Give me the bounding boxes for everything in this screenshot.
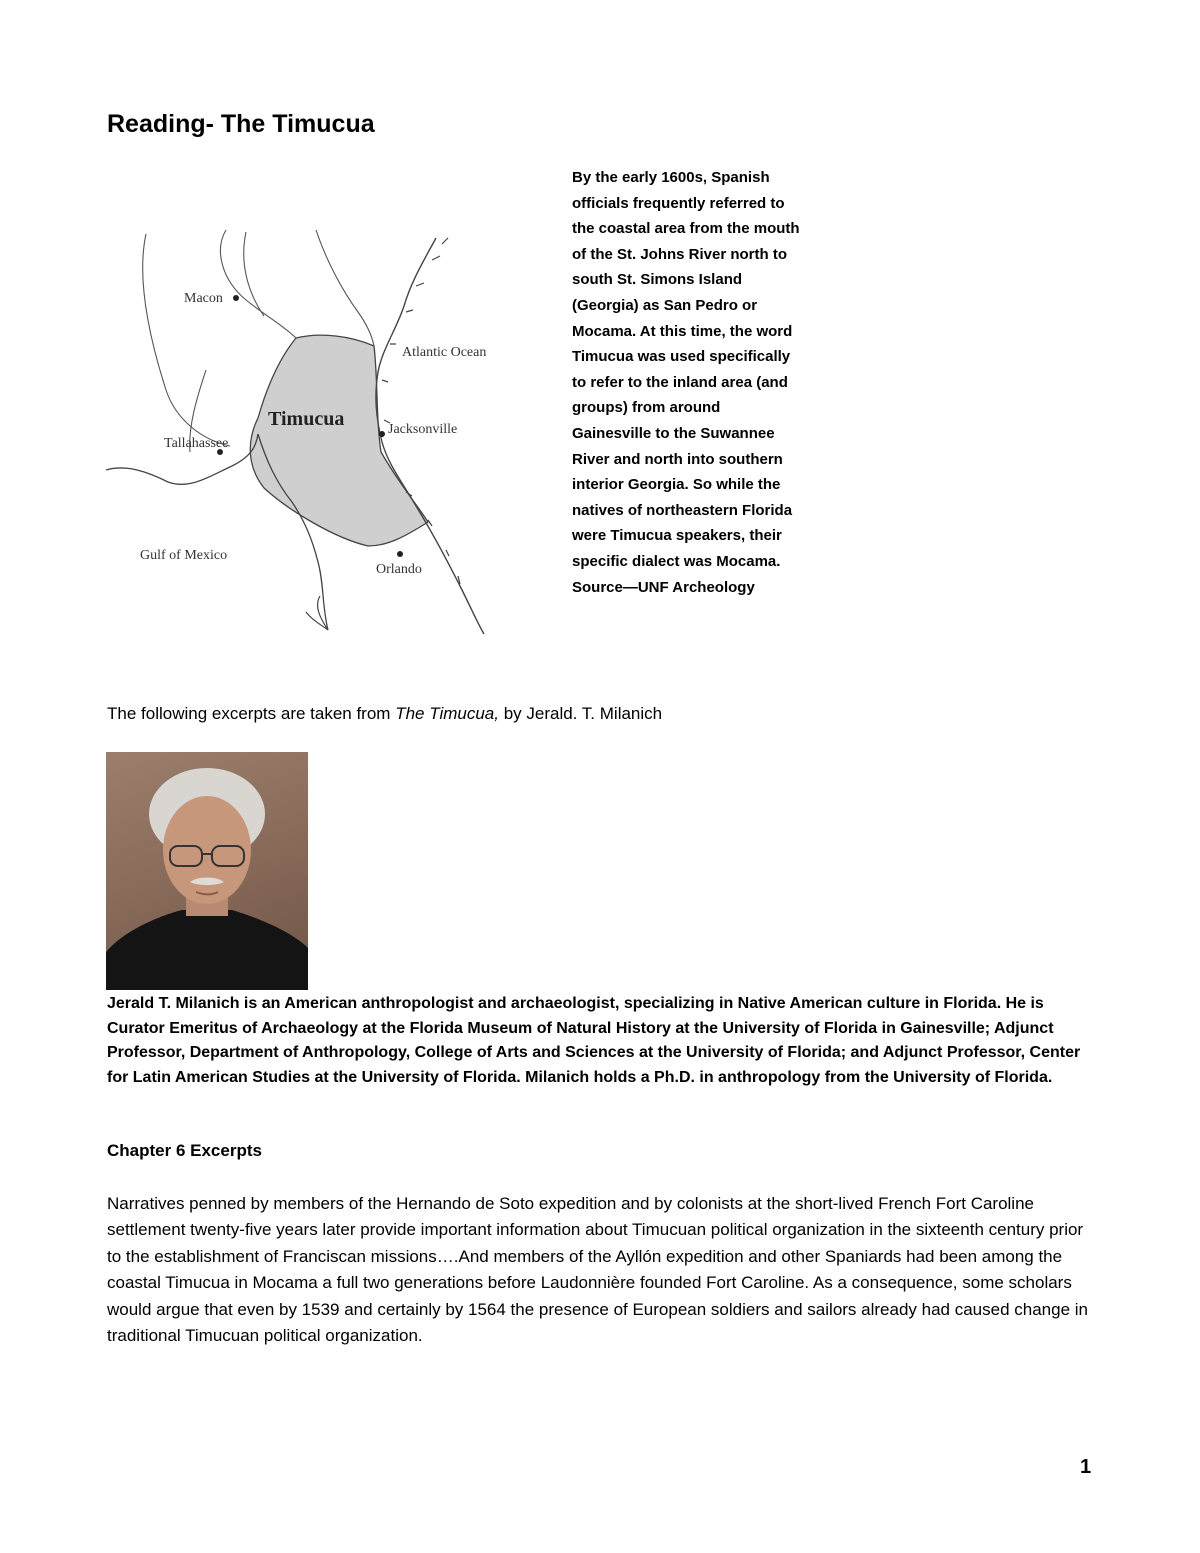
jacksonville-dot [379,431,385,437]
narrative-paragraph: Narratives penned by members of the Hernando de Soto expedition and by colonists at the short-lived French Fort Caroline settlement twenty-five years later provide important information about Timucuan political organization in the sixteenth century prior to the establishment of Franciscan missions….And members of the Ayllón expedition and other Spaniards had been among the coastal Timucua in Mocama a full two generations before Laudonnière founded Fort Caroline. As a consequence, some scholars would argue that even by 1539 and certainly by 1564 the presence of European soldiers and sailors already had caused change in traditional Timucuan political organization. [107,1194,1088,1346]
river-5 [244,232,264,316]
sidebar-text: By the early 1600s, Spanish officials frequently referred to the coastal area from the mouth of the St. Johns River north to south St. Simons Island (Georgia) as San Pedro or Mocama. At this time, the word Timucua was used specifically to refer to the inland area (and groups) from around Gainesville to the Suwannee River and north into southern interior Georgia. So while the natives of northeastern Florida were Timucua speakers, their specific dialect was Mocama. [572,169,800,570]
orlando-dot [397,551,403,557]
river-3 [143,234,230,446]
excerpt-intro [107,704,662,724]
excerpt-intro-suffix: by Jerald. T. Milanich [498,704,663,723]
author-sweater [106,910,308,990]
map-label-timucua: Timucua [268,408,345,430]
sidebar-source: Source—UNF Archeology [572,578,755,596]
page-title: Reading- The Timucua [107,110,375,138]
map-label-orlando: Orlando [376,562,422,577]
map-label-atlantic: Atlantic Ocean [402,345,487,360]
author-face [163,796,251,904]
excerpt-intro-prefix: The following excerpts are taken from [107,704,396,723]
map-label-jacksonville: Jacksonville [388,422,458,437]
sidebar-paragraph [572,165,802,600]
map-label-macon: Macon [184,291,223,306]
author-photo [106,752,308,990]
timucua-map [106,220,508,640]
map-label-gulf: Gulf of Mexico [140,548,228,563]
excerpt-intro-book: The Timucua, [395,704,499,723]
chapter-heading: Chapter 6 Excerpts [107,1141,262,1160]
river-2 [316,230,374,346]
timucua-region [250,335,428,546]
page-number: 1 [1080,1456,1092,1478]
macon-dot [233,295,239,301]
author-bio: Jerald T. Milanich is an American anthropologist and archaeologist, specializing in Native American culture in Florida. He is Curator Emeritus of Archaeology at the Florida Museum of Natural History at the University of Florida in Gainesville; Adjunct Professor, Department of Anthropology, College of Arts and Sciences at the University of Florida; and Adjunct Professor, Center for Latin American Studies at the University of Florida. Milanich holds a Ph.D. in anthropology from the University of Florida. [107,995,1081,1086]
river-1 [220,230,296,338]
map-label-tallahassee: Tallahassee [164,436,229,451]
